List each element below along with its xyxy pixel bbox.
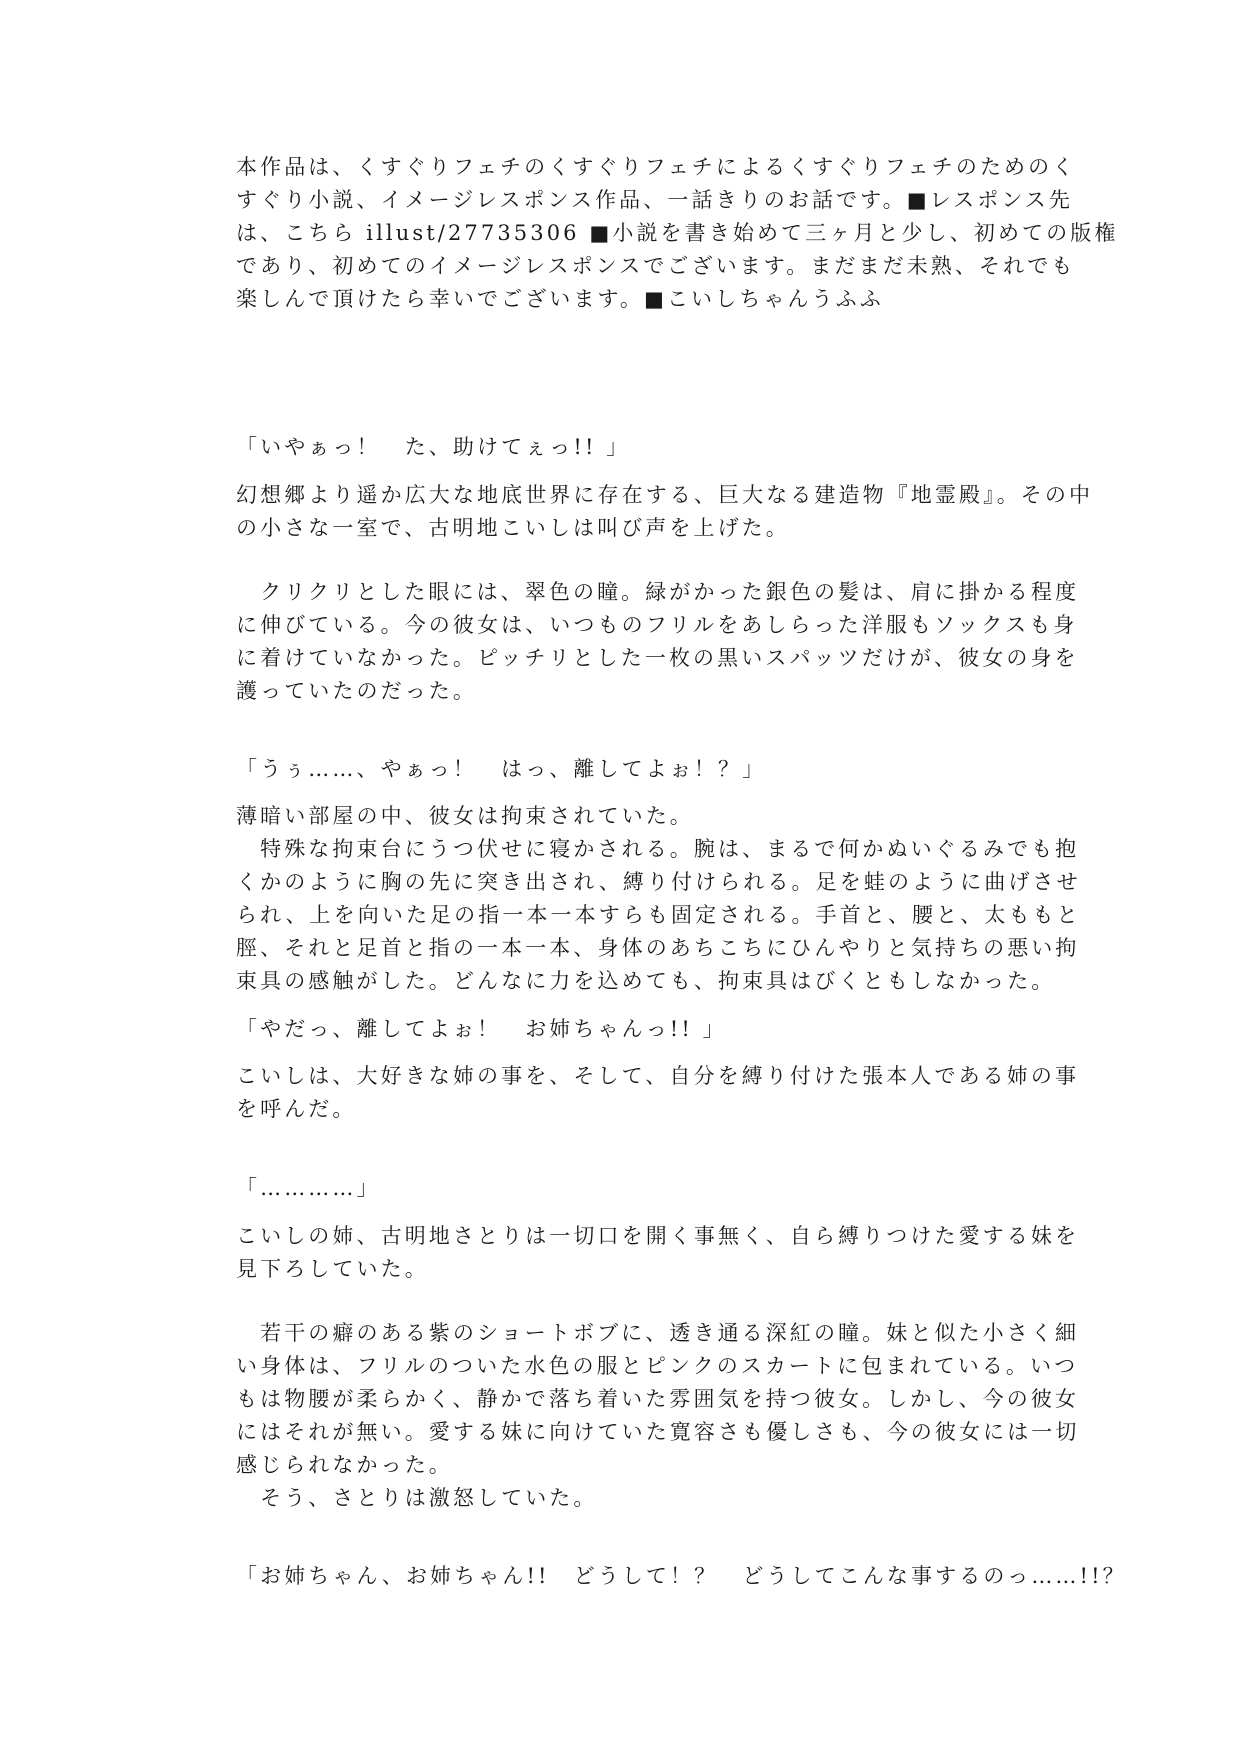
paragraph-line: い身体は、フリルのついた水色の服とピンクのスカートに包まれている。いつ [236, 1354, 1079, 1378]
dialogue-line: 「いやぁっ！ た、助けてぇっ!! 」 [236, 435, 631, 459]
dialogue-line: 「…………」 [236, 1176, 381, 1200]
intro-line-1: 本作品は、くすぐりフェチのくすぐりフェチによるくすぐりフェチのためのく [236, 155, 1077, 179]
paragraph-line: こいしの姉、古明地さとりは一切口を開く事無く、自ら縛りつけた愛する妹を [236, 1224, 1080, 1248]
paragraph-line: もは物腰が柔らかく、静かで落ち着いた雰囲気を持つ彼女。しかし、今の彼女 [236, 1387, 1080, 1411]
paragraph-line: にはそれが無い。愛する妹に向けていた寛容さも優しさも、今の彼女には一切 [236, 1420, 1080, 1444]
dialogue-line: 「うぅ……、やぁっ！ はっ、離してよぉ！？」 [236, 757, 767, 781]
paragraph-line: 感じられなかった。 [236, 1453, 453, 1477]
paragraph-line: くかのように胸の先に突き出され、縛り付けられる。足を蛙のように曲げさせ [236, 870, 1081, 894]
paragraph-line: 護っていたのだった。 [236, 679, 477, 703]
paragraph-line: 若干の癖のある紫のショートボブに、透き通る深紅の瞳。妹と似た小さく細 [236, 1321, 1080, 1345]
paragraph-line: 特殊な拘束台にうつ伏せに寝かされる。腕は、まるで何かぬいぐるみでも抱 [236, 837, 1080, 861]
paragraph-line: 見下ろしていた。 [236, 1257, 429, 1281]
paragraph-line: の小さな一室で、古明地こいしは叫び声を上げた。 [236, 516, 790, 540]
paragraph-line: に伸びている。今の彼女は、いつものフリルをあしらった洋服もソックスも身 [236, 613, 1078, 637]
paragraph-line: そう、さとりは激怒していた。 [236, 1486, 598, 1510]
intro-line-3: は、こちら illust/27735306 ■小説を書き始めて三ヶ月と少し、初めての版権 [236, 221, 1119, 245]
paragraph-line: を呼んだ。 [236, 1097, 357, 1121]
intro-line-2: すぐり小説、イメージレスポンス作品、一話きりのお話です。■レスポンス先 [236, 188, 1073, 212]
intro-line-4: であり、初めてのイメージレスポンスでございます。まだまだ未熟、それでも [236, 254, 1076, 278]
paragraph-line: られ、上を向いた足の指一本一本すらも固定される。手首と、腰と、太ももと [236, 903, 1081, 927]
paragraph-line: 幻想郷より遥か広大な地底世界に存在する、巨大なる建造物『地霊殿』。その中 [236, 483, 1094, 507]
paragraph-line: クリクリとした眼には、翠色の瞳。緑がかった銀色の髪は、肩に掛かる程度 [236, 580, 1080, 604]
paragraph-line: に着けていなかった。ピッチリとした一枚の黒いスパッツだけが、彼女の身を [236, 646, 1079, 670]
dialogue-line: 「お姉ちゃん、お姉ちゃん!! どうして！？ どうしてこんな事するのっ……!!？ [236, 1564, 1127, 1588]
paragraph-line: 脛、それと足首と指の一本一本、身体のあちこちにひんやりと気持ちの悪い拘 [236, 936, 1080, 960]
paragraph-line: 薄暗い部屋の中、彼女は拘束されていた。 [236, 804, 694, 828]
paragraph-line: こいしは、大好きな姉の事を、そして、自分を縛り付けた張本人である姉の事 [236, 1064, 1080, 1088]
dialogue-line: 「やだっ、離してよぉ！ お姉ちゃんっ!! 」 [236, 1017, 727, 1041]
intro-line-5: 楽しんで頂けたら幸いでございます。■こいしちゃんうふふ [236, 287, 884, 311]
paragraph-line: 束具の感触がした。どんなに力を込めても、拘束具はびくともしなかった。 [236, 969, 1056, 993]
